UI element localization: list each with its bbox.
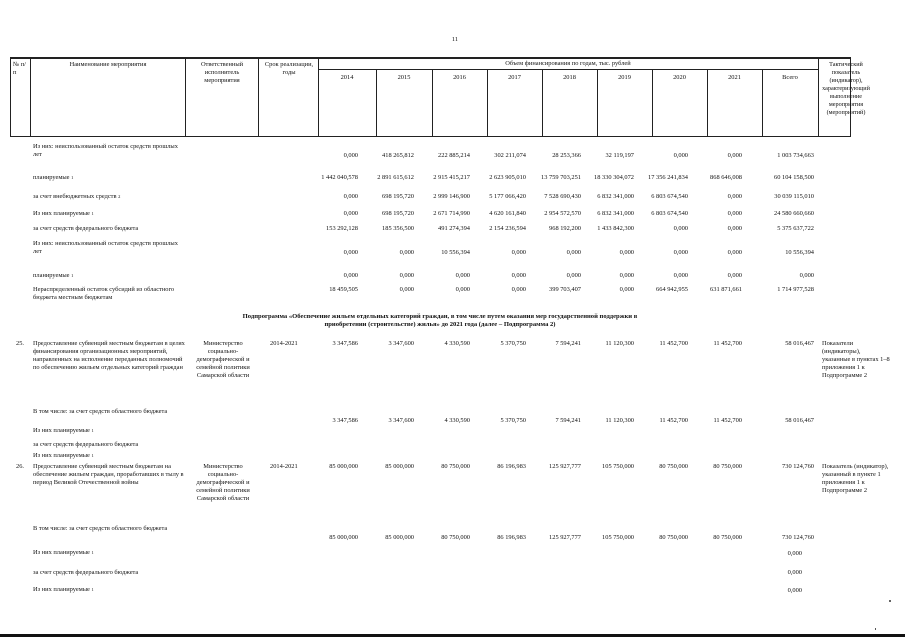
- cell-value: 0,000: [399, 272, 414, 279]
- cell-value: 0,000: [399, 249, 414, 256]
- row-label: В том числе: за счет средств областного бюджета: [33, 525, 168, 532]
- cell-value: 86 196,983: [497, 463, 526, 470]
- cell-value: 0,000: [566, 249, 581, 256]
- cell-value: 105 750,000: [602, 463, 634, 470]
- scan-dot: [889, 600, 891, 602]
- cell-value: 631 871,661: [710, 286, 742, 293]
- cell-value: 32 119,197: [605, 152, 634, 159]
- header-year: 2016: [453, 74, 466, 81]
- table-row: [0, 225, 905, 235]
- cell-value: 0,000: [619, 249, 634, 256]
- cell-value: 0,000: [455, 286, 470, 293]
- cell-value: 399 703,407: [549, 286, 581, 293]
- cell-value: 80 750,000: [441, 534, 470, 541]
- cell-value: 85 000,000: [385, 534, 414, 541]
- cell-value: 11 120,300: [605, 417, 634, 424]
- cell-value: 0,000: [399, 286, 414, 293]
- table-row: [0, 193, 905, 203]
- cell-value: 0,000: [343, 272, 358, 279]
- cell-value: 0,000: [727, 249, 742, 256]
- cell-value: 1 433 842,300: [597, 225, 634, 232]
- cell-value: 85 000,000: [329, 534, 358, 541]
- cell-value: 11 452,700: [659, 417, 688, 424]
- header-year: 2018: [563, 74, 576, 81]
- cell-value: 11 452,700: [713, 340, 742, 347]
- table-row: [0, 286, 905, 304]
- cell-value-total: 58 016,467: [785, 340, 814, 347]
- cell-value: 7 528 690,430: [544, 193, 581, 200]
- cell-value: 3 347,586: [332, 417, 358, 424]
- header-year: 2015: [397, 74, 411, 81]
- cell-value: 968 192,200: [549, 225, 581, 232]
- cell-value: 0,000: [727, 225, 742, 232]
- row-label: за счет средств федерального бюджета: [33, 441, 139, 448]
- cell-value: 302 211,074: [494, 152, 526, 159]
- cell-value: 153 292,128: [326, 225, 358, 232]
- header-year: 2017: [508, 74, 521, 81]
- cell-value: 698 195,720: [382, 210, 414, 217]
- cell-value: 0,000: [566, 272, 581, 279]
- cell-value: 80 750,000: [713, 534, 742, 541]
- cell-value: 11 452,700: [659, 340, 688, 347]
- item-number: 25.: [16, 340, 24, 347]
- cell-value: 418 265,812: [382, 152, 414, 159]
- cell-value: 17 356 241,834: [648, 174, 688, 181]
- cell-value: 105 750,000: [602, 534, 634, 541]
- cell-value: 0,000: [343, 193, 358, 200]
- cell-value: 5 370,750: [500, 340, 526, 347]
- cell-value-total: 1 003 734,663: [777, 152, 814, 159]
- cell-value: 80 750,000: [441, 463, 470, 470]
- cell-value: 0,000: [727, 272, 742, 279]
- cell-value: 4 330,590: [444, 417, 470, 424]
- cell-value: 2 954 572,570: [544, 210, 581, 217]
- item-name: Предоставление субвенций местным бюджетам на обеспечение жильем граждан, проработавших в тылу в период Великой Отечественной войны: [33, 463, 184, 486]
- header-year: 2020: [673, 74, 686, 81]
- row-label: Из них планируемые $^1$: [33, 549, 94, 556]
- cell-value: 0,000: [673, 152, 688, 159]
- table-row: [0, 143, 905, 167]
- cell-value: 868 646,008: [710, 174, 742, 181]
- cell-value: 6 832 341,000: [597, 210, 634, 217]
- cell-value: 3 347,586: [332, 340, 358, 347]
- header-funding: Объем финансирования по годам, тыс. рублей: [505, 60, 631, 67]
- header-num: № п/п: [13, 61, 26, 76]
- row-label: за счет средств федерального бюджета: [33, 569, 139, 576]
- cell-value: 125 927,777: [549, 534, 581, 541]
- cell-value: 2 891 615,612: [377, 174, 414, 181]
- subprogram-title: Подпрограмма «Обеспечение жильем отдельных категорий граждан, в том числе путем оказания мер государственной поддержки в приобретении (строительстве) жилья» до 2021 года (далее – Подпрограмма 2): [242, 313, 638, 328]
- cell-value-total: 730 124,760: [782, 534, 814, 541]
- cell-value: 0,000: [619, 272, 634, 279]
- header-year: 2021: [728, 74, 741, 81]
- scan-dot: [875, 628, 876, 630]
- cell-value: 7 594,241: [555, 417, 581, 424]
- header-year-total: Всего: [782, 74, 798, 81]
- item-responsible: Министерство социально-демографической и семейной политики Самарской области: [196, 463, 250, 502]
- row-label: Нераспределенный остаток субсидий из областного бюджета местным бюджетам: [33, 286, 175, 301]
- cell-value-total: 0,000: [787, 550, 802, 557]
- row-label: Из них планируемые $^1$: [33, 210, 94, 217]
- cell-value: 698 195,720: [382, 193, 414, 200]
- table-row: [0, 272, 905, 282]
- cell-value: 80 750,000: [713, 463, 742, 470]
- item-term: 2014-2021: [270, 463, 298, 470]
- cell-value: 0,000: [673, 225, 688, 232]
- cell-value: 1 442 040,578: [321, 174, 358, 181]
- cell-value: 3 347,600: [388, 417, 414, 424]
- row-label: за счет средств федерального бюджета: [33, 225, 139, 232]
- cell-value: 4 620 161,840: [489, 210, 526, 217]
- row-label: планируемые $^1$: [33, 174, 74, 181]
- cell-value: 13 759 703,251: [541, 174, 581, 181]
- header-indicator: Тактический показатель (индикатор), характеризующий выполнение мероприятия (мероприятий): [822, 61, 870, 116]
- cell-value: 18 459,505: [329, 286, 358, 293]
- cell-value-total: 0,000: [799, 272, 814, 279]
- cell-value: 0,000: [511, 286, 526, 293]
- cell-value: 85 000,000: [385, 463, 414, 470]
- cell-value: 2 671 714,990: [433, 210, 470, 217]
- cell-value: 4 330,590: [444, 340, 470, 347]
- table-row: [0, 174, 905, 184]
- cell-value: 10 556,394: [441, 249, 470, 256]
- cell-value: 7 594,241: [555, 340, 581, 347]
- cell-value: 28 253,366: [552, 152, 581, 159]
- cell-value-total: 58 016,467: [785, 417, 814, 424]
- row-label: Из них: неиспользованный остаток средств прошлых лет: [33, 143, 178, 158]
- cell-value-total: 1 714 977,528: [777, 286, 814, 293]
- row-label: Из них планируемые $^1$: [33, 452, 94, 459]
- cell-value: 0,000: [455, 272, 470, 279]
- header-year: 2019: [618, 74, 631, 81]
- row-label: Из них планируемые $^1$: [33, 586, 94, 593]
- cell-value: 0,000: [619, 286, 634, 293]
- cell-value-total: 5 375 637,722: [777, 225, 814, 232]
- cell-value-total: 0,000: [787, 569, 802, 576]
- item-term: 2014-2021: [270, 340, 298, 347]
- cell-value: 0,000: [343, 210, 358, 217]
- cell-value: 0,000: [511, 249, 526, 256]
- item-indicator: Показатель (индикатор), указанный в пункте 1 приложения 1 к Подпрограмме 2: [822, 463, 889, 494]
- cell-value: 5 177 066,420: [489, 193, 526, 200]
- cell-value-total: 730 124,760: [782, 463, 814, 470]
- bottom-border: [0, 634, 905, 637]
- cell-value: 2 154 236,594: [489, 225, 526, 232]
- cell-value: 80 750,000: [659, 534, 688, 541]
- cell-value: 6 832 341,000: [597, 193, 634, 200]
- row-label: за счет внебюджетных средств $^2$: [33, 193, 121, 200]
- row-label: Из них: неиспользованный остаток средств прошлых лет: [33, 240, 178, 255]
- cell-value: 11 120,300: [605, 340, 634, 347]
- cell-value: 0,000: [343, 152, 358, 159]
- cell-value-total: 30 039 115,010: [774, 193, 814, 200]
- cell-value-total: 24 580 660,660: [774, 210, 814, 217]
- cell-value: 125 927,777: [549, 463, 581, 470]
- cell-value-total: 0,000: [787, 587, 802, 594]
- page-number: 11: [451, 36, 459, 43]
- cell-value: 80 750,000: [659, 463, 688, 470]
- cell-value: 2 915 415,217: [433, 174, 470, 181]
- cell-value: 0,000: [727, 210, 742, 217]
- cell-value: 664 942,955: [656, 286, 688, 293]
- cell-value: 0,000: [727, 152, 742, 159]
- cell-value: 222 885,214: [438, 152, 470, 159]
- cell-value: 6 803 674,540: [651, 210, 688, 217]
- cell-value: 0,000: [343, 249, 358, 256]
- cell-value: 2 999 146,900: [433, 193, 470, 200]
- cell-value: 3 347,600: [388, 340, 414, 347]
- cell-value: 18 330 304,072: [594, 174, 634, 181]
- cell-value: 86 196,983: [497, 534, 526, 541]
- row-label: планируемые $^1$: [33, 272, 74, 279]
- cell-value: 0,000: [673, 249, 688, 256]
- cell-value: 11 452,700: [713, 417, 742, 424]
- header-responsible: Ответственный исполнитель мероприятия: [200, 61, 244, 84]
- row-label: Из них планируемые $^1$: [33, 427, 94, 434]
- cell-value: 185 356,500: [382, 225, 414, 232]
- table-row: [0, 240, 905, 264]
- item-responsible: Министерство социально-демографической и семейной политики Самарской области: [196, 340, 250, 379]
- cell-value-total: 10 556,394: [785, 249, 814, 256]
- cell-value: 6 803 674,540: [651, 193, 688, 200]
- row-label: В том числе: за счет средств областного бюджета: [33, 408, 168, 415]
- cell-value-total: 60 104 158,500: [774, 174, 814, 181]
- cell-value: 2 623 905,010: [489, 174, 526, 181]
- table-row: [0, 210, 905, 220]
- item-number: 26.: [16, 463, 24, 470]
- header-year: 2014: [340, 74, 354, 81]
- cell-value: 491 274,394: [438, 225, 470, 232]
- cell-value: 0,000: [727, 193, 742, 200]
- header-term: Срок реализации, годы: [264, 61, 314, 76]
- cell-value: 5 370,750: [500, 417, 526, 424]
- cell-value: 0,000: [511, 272, 526, 279]
- item-indicator: Показатели (индикаторы), указанные в пунктах 1–8 приложения 1 к Подпрограмме 2: [822, 340, 890, 379]
- cell-value: 85 000,000: [329, 463, 358, 470]
- cell-value: 0,000: [673, 272, 688, 279]
- item-name: Предоставление субвенций местным бюджетам в целях финансирования организационных мероприятий, направленных на исполнение переданных полномочий по обеспечению жильем отдельных категорий граждан: [33, 340, 185, 371]
- header-name: Наименование мероприятия: [69, 61, 147, 68]
